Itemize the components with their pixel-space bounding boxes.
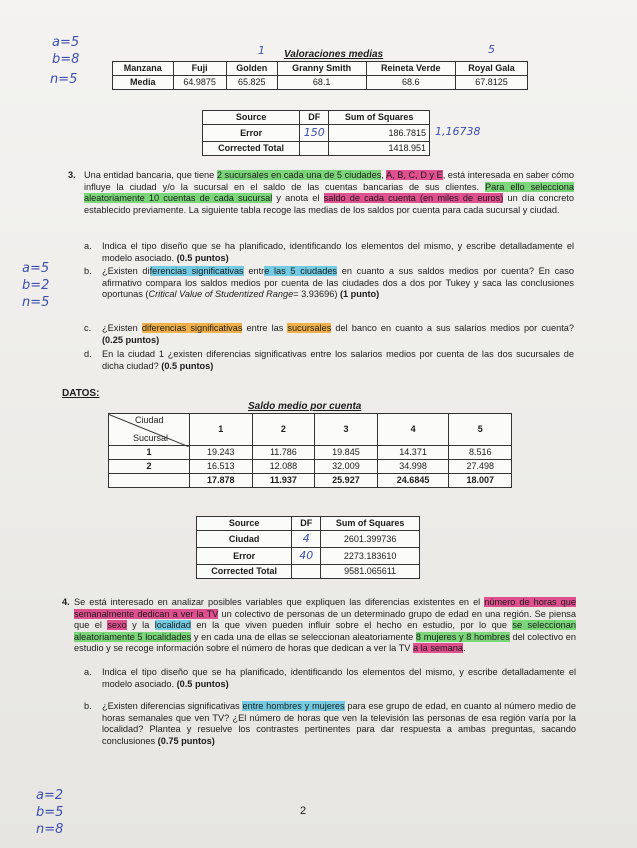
- anova1-df: [300, 125, 329, 142]
- handwritten-b-top: b=8: [52, 52, 80, 67]
- q3b-italic: Critical Value of Studentized Range: [148, 289, 294, 299]
- anova2-df: [292, 548, 321, 565]
- q4b-text: ¿Existen diferencias significativas: [102, 701, 243, 711]
- q3c-text: del banco en cuanto a sus salarios medios por cuenta?: [331, 323, 575, 333]
- table1-header: Granny Smith: [277, 62, 366, 76]
- q3a-label: a.: [84, 241, 92, 251]
- q3-text: un día concreto establecido previamente. La siguiente tabla recoge las medias de los saldos por cuenta para cada sucursal y ciudad.: [84, 193, 575, 215]
- q3c-text: ¿Existen: [102, 323, 142, 333]
- table1-cell: 68.6: [366, 76, 455, 90]
- table2-col-header: 5: [449, 414, 512, 446]
- handwritten-a-bottom: a=2: [36, 788, 64, 803]
- anova2-source: Ciudad: [197, 531, 292, 548]
- q4a-text: Indica el tipo diseño que se ha planificado, identificando los elementos del mismo, y escribe detalladamente el modelo asociado.: [102, 667, 576, 689]
- q3a-text: Indica el tipo diseño que se ha planificado, identificando los elementos del mismo, y escribe detalladamente el modelo asociado.: [102, 241, 574, 263]
- q3a-points: (0.5 puntos): [176, 252, 229, 263]
- question-3c: [84, 323, 574, 346]
- table2-mean-cell: 18.007: [449, 474, 512, 488]
- table2-cell: 34.998: [377, 460, 449, 474]
- q4b-label: b.: [84, 701, 92, 711]
- handwritten-n-top: n=5: [50, 72, 78, 87]
- question-4b: [84, 701, 576, 747]
- question-3a: [84, 241, 574, 264]
- q3-text: , está interesada en saber cómo influye la ciudad y/o la sucursal en el saldo de las cuentas bancarias de sus clientes.: [84, 170, 574, 192]
- handwritten-a-mid: a=5: [22, 261, 50, 276]
- table2-mean-cell: 24.6845: [377, 474, 449, 488]
- anova2-ss: 2601.399736: [321, 531, 420, 548]
- anova1-header: Source: [203, 111, 300, 125]
- anova1-ss: 1418.951: [329, 142, 430, 156]
- question-4a: [84, 667, 576, 690]
- q3c-label: c.: [84, 323, 92, 333]
- question-3d: [84, 349, 574, 372]
- q4-text: .: [463, 643, 466, 653]
- q3-text: Una entidad bancaria, que tiene: [84, 170, 217, 180]
- handwritten-df-error2: 40: [299, 549, 314, 562]
- anova2-df: [292, 531, 321, 548]
- q3d-points: (0.5 puntos): [161, 360, 214, 371]
- handwritten-n-mid: n=5: [22, 295, 50, 310]
- q4-highlight-sexo: sexo: [107, 620, 127, 630]
- q4a-label: a.: [84, 667, 92, 677]
- q4-text: y en cada una de ellas se seleccionan aleatoriamente: [191, 631, 416, 642]
- handwritten-mark-1: 1: [258, 44, 265, 57]
- table2-mean-cell: 17.878: [190, 474, 253, 488]
- q4-highlight-localidad: localidad: [154, 620, 192, 630]
- corner-sucursal: Sucursal: [133, 433, 169, 443]
- table2-col-header: 4: [377, 414, 449, 446]
- question-3b: [84, 266, 574, 301]
- table2-col-header: 1: [190, 414, 253, 446]
- corner-ciudad: Ciudad: [135, 415, 164, 425]
- q4-text: un colectivo de personas de un determinado grupo de edad en una región. Se piensa que el: [74, 608, 577, 630]
- question-3-intro: [84, 170, 574, 216]
- table2-cell: 8.516: [449, 446, 512, 460]
- table1-cell: 64.9875: [173, 76, 226, 90]
- mean-ratings-table: [112, 61, 528, 90]
- table1-header: Reineta Verde: [366, 62, 455, 76]
- handwritten-a-top: a=5: [52, 35, 80, 50]
- anova1-header: Sum of Squares: [329, 111, 430, 125]
- table2-mean-cell: 25.927: [315, 474, 378, 488]
- q3-highlight-saldo: saldo de cada cuenta (en miles de euros): [323, 193, 504, 203]
- q3b-text: entr: [243, 266, 265, 276]
- table2-row-label: [109, 474, 190, 488]
- q3c-points: (0.25 puntos): [102, 334, 160, 345]
- anova2-ss: 2273.183610: [321, 548, 420, 565]
- q4b-text: para ese grupo de edad, en cuanto al número medio de horas semanales que ven TV? ¿El número de horas que ven la televisión las personas de esa región varía por la localidad? Plantea y resuelve los contrastes pertinentes para dar respuesta a ambas preguntas, sacando conclusiones: [102, 701, 576, 746]
- table2-cell: 32.009: [315, 460, 378, 474]
- table1-cell: 67.8125: [455, 76, 527, 90]
- q3-text: y anota el: [272, 193, 324, 203]
- q3b-text: ¿Existen di: [102, 266, 150, 276]
- table2-col-header: 3: [315, 414, 378, 446]
- handwritten-df-error: 150: [303, 126, 325, 139]
- account-balance-table: [108, 413, 512, 488]
- table1-caption: Valoraciones medias: [284, 49, 384, 60]
- datos-label: DATOS:: [62, 388, 100, 399]
- q4-text: en la que viven pueden influir sobre el hecho en estudio, por lo que: [191, 620, 513, 630]
- table1-header: Manzana: [113, 62, 174, 76]
- q3-highlight-sucursales: 2 sucursales en cada una de 5 ciudades: [216, 170, 382, 180]
- anova-table-2: [196, 516, 420, 579]
- table1-header: Golden: [226, 62, 277, 76]
- table2-caption: Saldo medio por cuenta: [248, 401, 362, 412]
- anova2-header: Source: [197, 517, 292, 531]
- table2-cell: 19.845: [315, 446, 378, 460]
- q4-highlight-localidades: se seleccionan aleatoriamente 5 localidades: [74, 620, 577, 642]
- anova-table-1: [202, 110, 430, 156]
- table1-cell: 68.1: [277, 76, 366, 90]
- anova2-header: Sum of Squares: [321, 517, 420, 531]
- question-3-number: 3.: [68, 170, 76, 180]
- q4b-highlight-sexo: entre hombres y mujeres: [242, 701, 345, 711]
- q3b-points: (1 punto): [339, 289, 380, 299]
- question-4-intro: [74, 597, 576, 655]
- table2-row-label: 2: [109, 460, 190, 474]
- handwritten-b-bottom: b=5: [36, 805, 64, 820]
- handwritten-n-bottom: n=8: [36, 822, 64, 837]
- handwritten-mark-5: 5: [488, 43, 495, 56]
- handwritten-df-ciudad: 4: [302, 532, 310, 545]
- q3b-text: = 3.93696): [293, 289, 340, 299]
- anova1-ss: 186.7815: [329, 125, 430, 142]
- table2-row-label: 1: [109, 446, 190, 460]
- table2-cell: 11.786: [252, 446, 315, 460]
- q4-highlight-semana: a la semana: [412, 643, 464, 653]
- q3c-text: entre las: [242, 323, 288, 333]
- table2-cell: 12.088: [252, 460, 315, 474]
- anova2-ss: 9581.065611: [321, 565, 420, 579]
- anova1-header: DF: [300, 111, 329, 125]
- q4-text: Se está interesado en analizar posibles variables que expliquen las diferencias existentes en el: [74, 597, 485, 607]
- table2-col-header: 2: [252, 414, 315, 446]
- q3-highlight-seleccion: Para ello selecciona aleatoriamente 10 cuentas de cada sucursal: [84, 181, 574, 203]
- table2-cell: 16.513: [190, 460, 253, 474]
- anova2-source: Corrected Total: [197, 565, 292, 579]
- q4-highlight-mujeres-hombres: 8 mujeres y 8 hombres: [415, 631, 510, 642]
- table2-mean-cell: 11.937: [252, 474, 315, 488]
- page-number: 2: [300, 805, 307, 817]
- anova1-source: Error: [203, 125, 300, 142]
- anova2-source: Error: [197, 548, 292, 565]
- anova2-df: [292, 565, 321, 579]
- table2-cell: 19.243: [190, 446, 253, 460]
- q3-text: ,: [381, 170, 386, 180]
- anova1-source: Corrected Total: [203, 142, 300, 156]
- q3d-text: En la ciudad 1 ¿existen diferencias significativas entre los salarios medios por cuenta de las dos sucursales de dicha ciudad?: [102, 349, 574, 371]
- q3b-highlight-ciudades: e las 5 ciudades: [264, 266, 338, 276]
- q4-text: del colectivo en estudio y se recoge información sobre el número de horas que dedican a ver la TV: [74, 631, 576, 653]
- question-4-number: 4.: [62, 597, 70, 607]
- handwritten-ratio: 1,16738: [435, 125, 481, 138]
- q3c-highlight-sucursales: sucursales: [287, 323, 332, 333]
- table1-row-label: Media: [113, 76, 174, 90]
- q4-text: y la: [126, 620, 155, 630]
- q3-highlight-ciudades: A, B, C, D y E: [385, 170, 443, 180]
- q3d-label: d.: [84, 349, 92, 359]
- q3b-label: b.: [84, 266, 92, 276]
- q4-highlight-horas: número de horas que semanalmente dedican a ver la TV: [74, 597, 576, 619]
- table1-header: Fuji: [173, 62, 226, 76]
- q4a-points: (0.5 puntos): [176, 678, 229, 689]
- handwritten-b-mid: b=2: [22, 278, 50, 293]
- table1-header: Royal Gala: [455, 62, 527, 76]
- anova2-header: DF: [292, 517, 321, 531]
- q3c-highlight-diferencias: diferencias significativas: [141, 323, 243, 333]
- table1-cell: 65.825: [226, 76, 277, 90]
- q3b-highlight-diferencias: ferencias significativas: [149, 266, 244, 276]
- q3b-text: en cuanto a sus saldos medios por cuenta? En caso afirmativo compara los saldos medios por cuenta de las ciudades dos a dos por Tukey y saca las conclusiones oportunas (: [102, 266, 574, 299]
- anova1-df: [300, 142, 329, 156]
- q4b-points: (0.75 puntos): [157, 735, 215, 746]
- table2-cell: 27.498: [449, 460, 512, 474]
- table2-cell: 14.371: [377, 446, 449, 460]
